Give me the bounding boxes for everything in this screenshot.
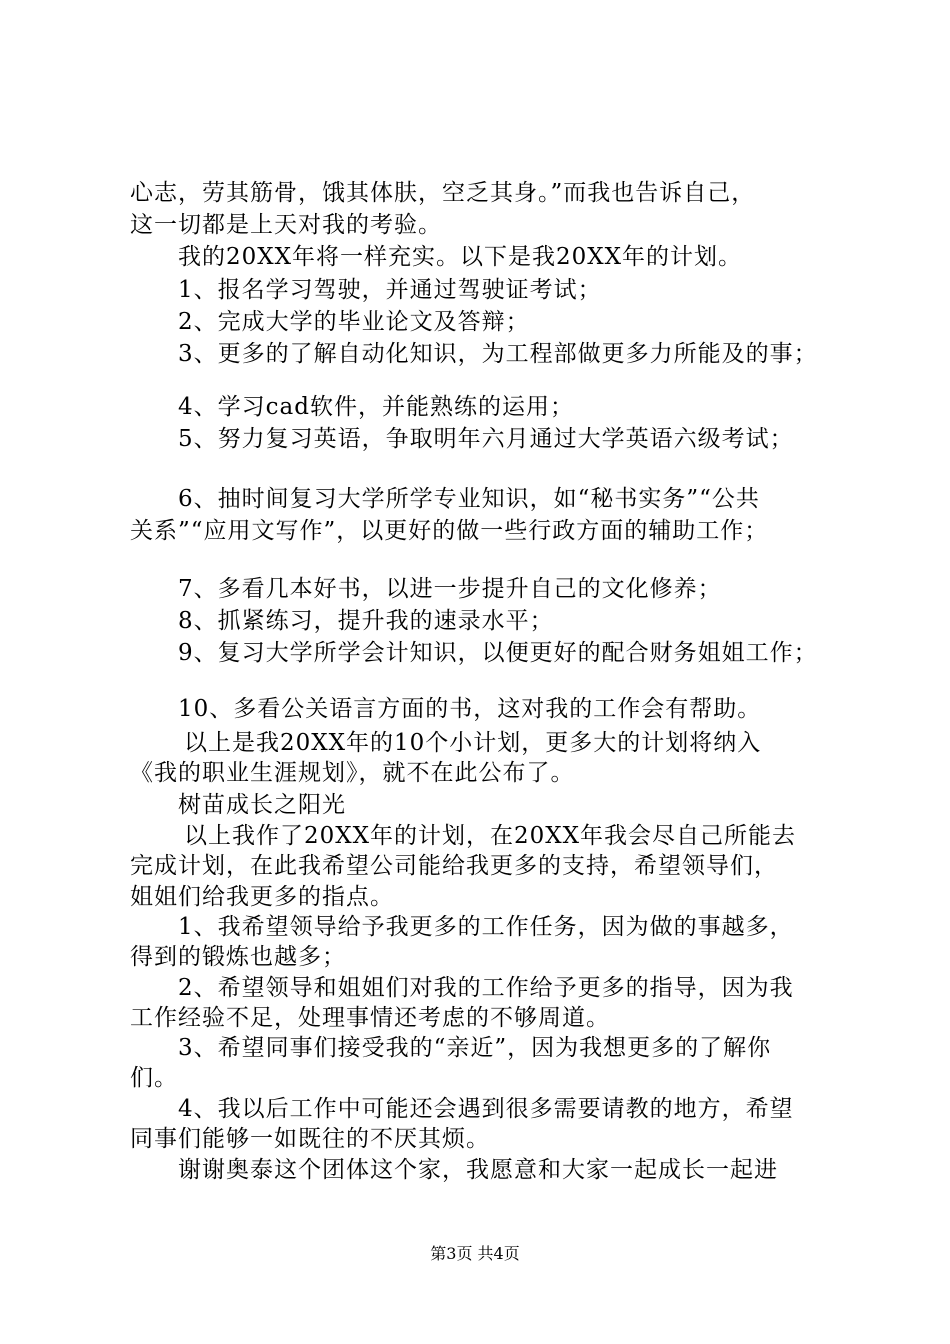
text-line: 6、抽时间复习大学所学专业知识，如“秘书实务”“公共 [178,486,760,512]
text-line: 3、希望同事们接受我的“亲近”，因为我想更多的了解你 [178,1035,772,1061]
text-line: 姐姐们给我更多的指点。 [130,884,394,910]
text-line: 1、报名学习驾驶，并通过驾驶证考试； [178,277,602,303]
text-line: 我的20XX年将一样充实。以下是我20XX年的计划。 [178,244,743,270]
text-line: 完成计划，在此我希望公司能给我更多的支持，希望领导们， [130,853,778,879]
text-line: 1、我希望领导给予我更多的工作任务，因为做的事越多， [178,914,794,940]
text-line: 9、复习大学所学会计知识，以便更好的配合财务姐姐工作； [178,640,818,666]
text-line: 关系”“应用文写作”，以更好的做一些行政方面的辅助工作； [130,518,769,544]
text-line: 们。 [130,1065,178,1091]
text-line: 8、抓紧练习，提升我的速录水平； [178,608,554,634]
text-line: 工作经验不足，处理事情还考虑的不够周道。 [130,1005,610,1031]
text-line: 同事们能够一如既往的不厌其烦。 [130,1126,490,1152]
text-line: 以上我作了20XX年的计划，在20XX年我会尽自己所能去 [184,823,797,849]
text-line: 4、我以后工作中可能还会遇到很多需要请教的地方，希望 [178,1096,794,1122]
text-line: 得到的锻炼也越多； [130,944,346,970]
text-line: 10、多看公关语言方面的书，这对我的工作会有帮助。 [178,696,762,722]
text-line: 这一切都是上天对我的考验。 [130,212,442,238]
text-line: 7、多看几本好书，以进一步提升自己的文化修养； [178,576,722,602]
text-line: 谢谢奥泰这个团体这个家，我愿意和大家一起成长一起进 [178,1157,778,1183]
text-line: 以上是我20XX年的10个小计划，更多大的计划将纳入 [184,730,762,756]
text-line: 3、更多的了解自动化知识，为工程部做更多力所能及的事； [178,341,818,367]
text-line: 4、学习cad软件，并能熟练的运用； [178,394,574,420]
text-line: 2、完成大学的毕业论文及答辩； [178,309,530,335]
text-line: 2、希望领导和姐姐们对我的工作给予更多的指导，因为我 [178,975,794,1001]
text-line: 5、努力复习英语，争取明年六月通过大学英语六级考试； [178,426,794,452]
text-line: 心志，劳其筋骨，饿其体肤，空乏其身。”而我也告诉自己， [130,180,756,206]
section-heading: 树苗成长之阳光 [178,792,346,818]
text-line: 《我的职业生涯规划》，就不在此公布了。 [130,760,575,786]
page-footer: 第3页 共4页 [430,1244,520,1263]
